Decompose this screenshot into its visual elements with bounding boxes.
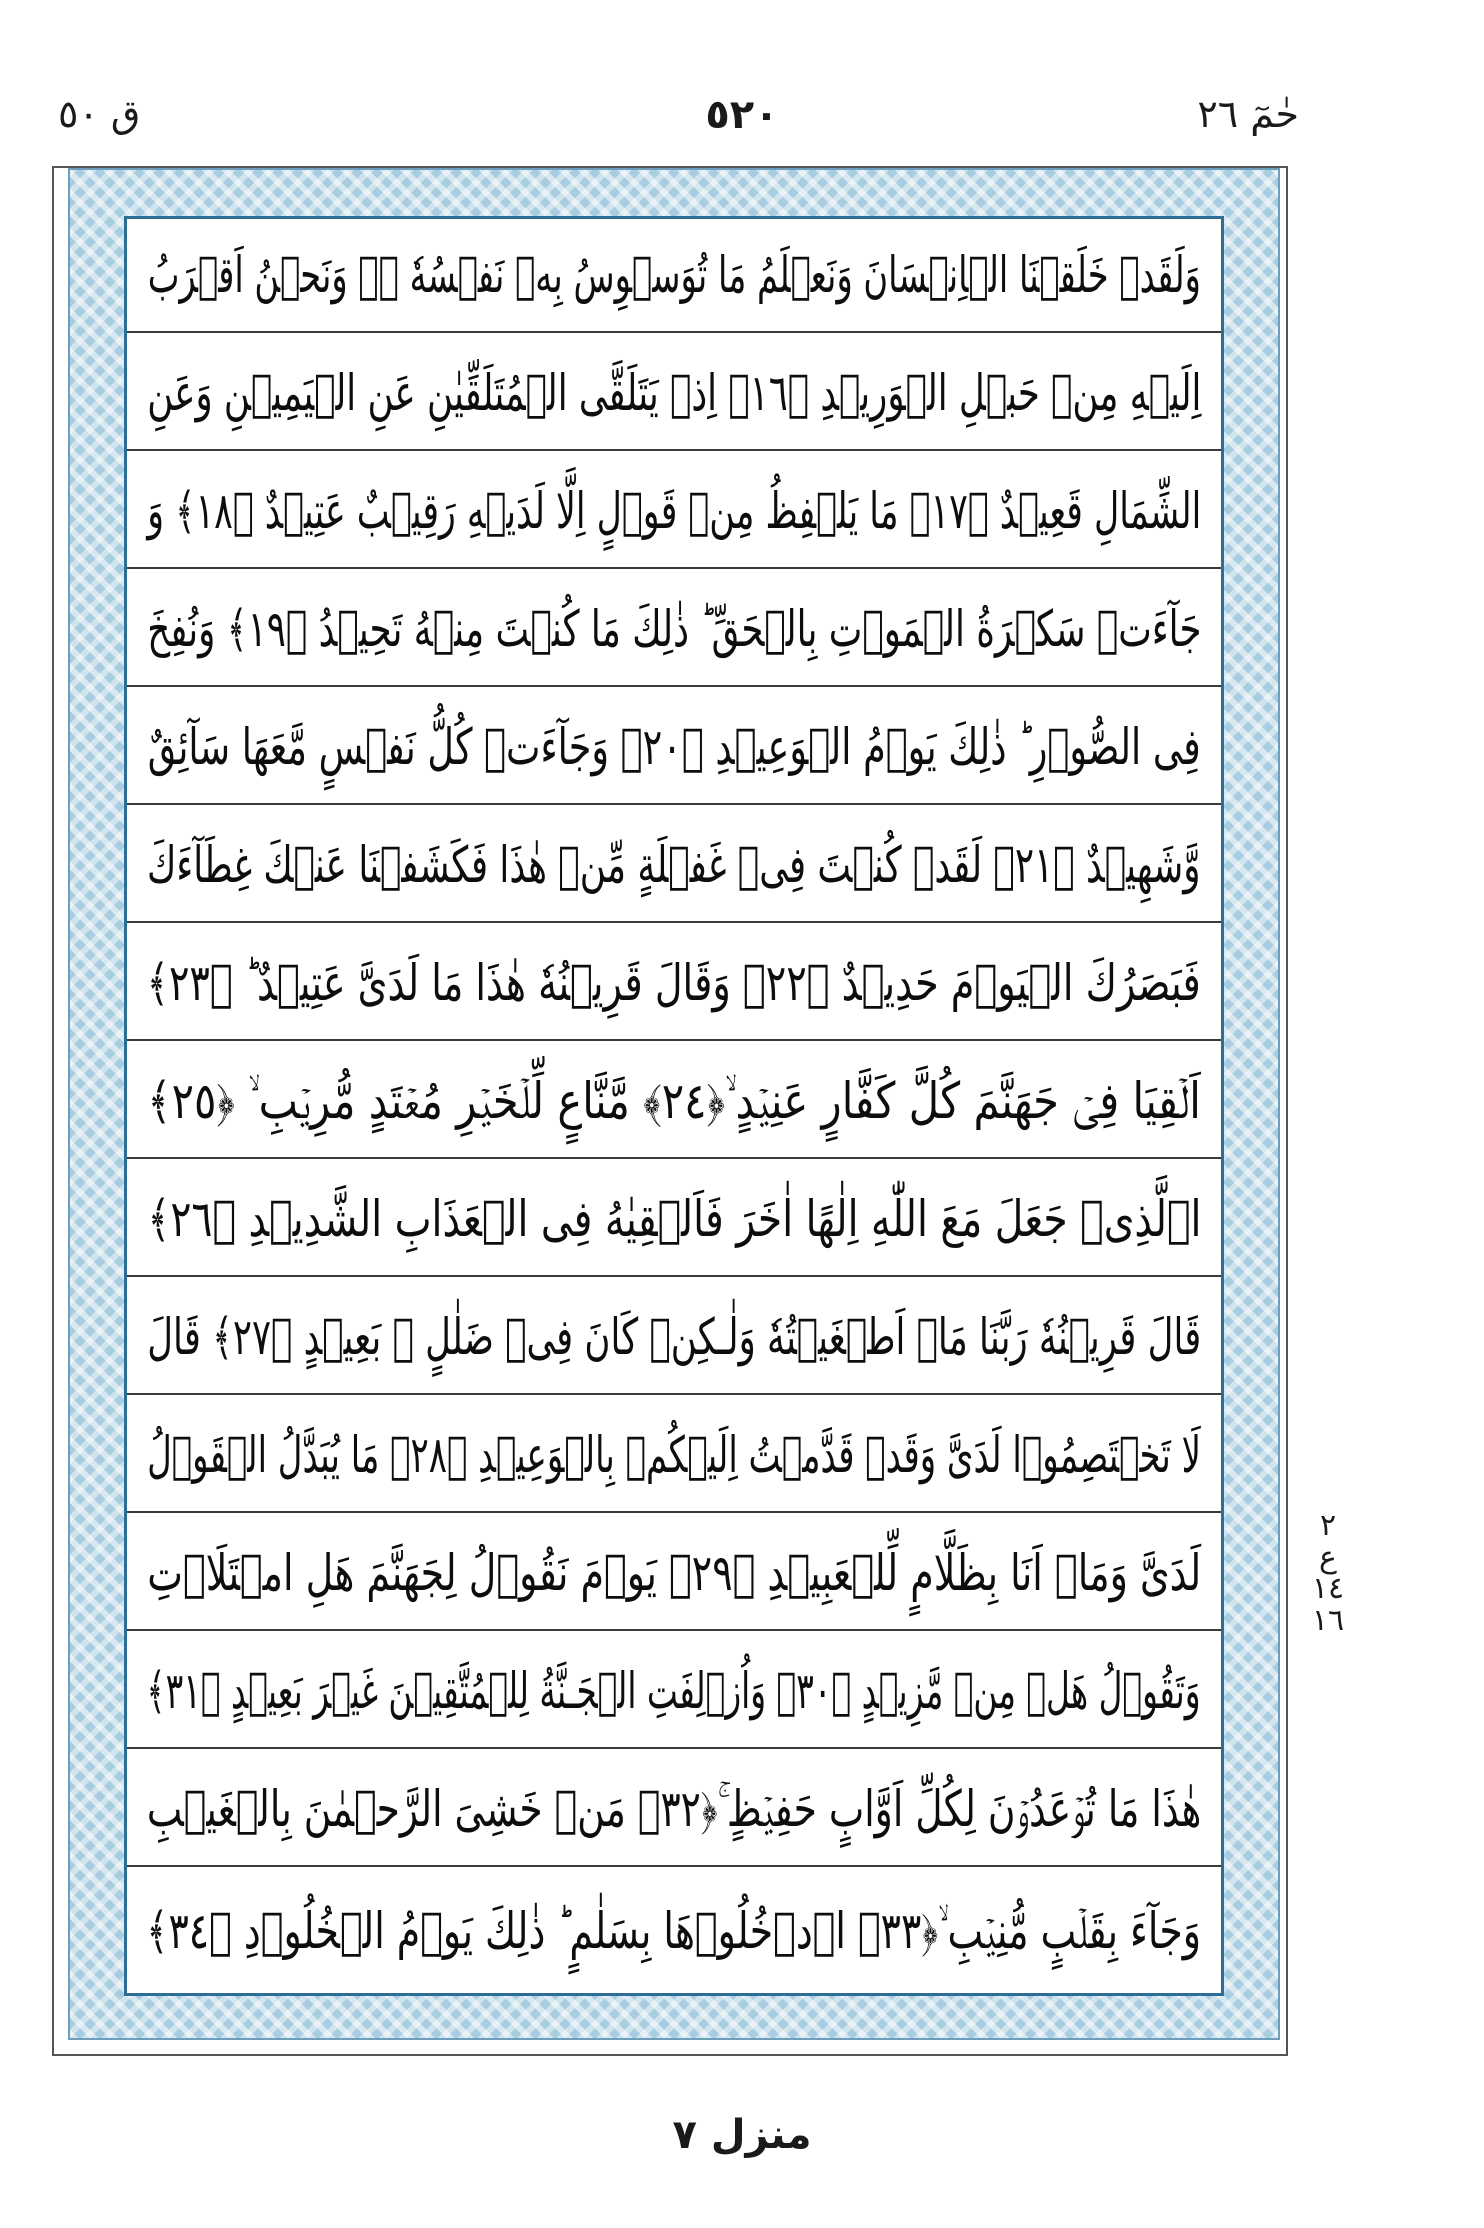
verse-line-text: فِى الصُّوۡرِ ؕ ذٰلِكَ يَوۡمُ الۡوَعِيۡدِ ﴿٢٠﴾ وَجَآءَتۡ كُلُّ نَفۡسٍ مَّعَهَا سَآئِقٌ — [147, 718, 1201, 776]
verse-line — [127, 455, 1221, 569]
surah-header-label: ق ٥٠ — [58, 92, 141, 136]
verse-line — [127, 1163, 1221, 1277]
verse-line — [127, 809, 1221, 923]
verse-line-text: جَآءَتۡ سَكۡرَةُ الۡمَوۡتِ بِالۡحَقِّ ؕ ذٰلِكَ مَا كُنۡتَ مِنۡهُ تَحِيۡدُ ﴿١٩﴾ وَنُفِخَ — [146, 600, 1202, 658]
juz-header-label: حٰمٓ ٢٦ — [1197, 92, 1299, 136]
ruku-marker-part: ع — [1319, 1539, 1337, 1575]
verse-line — [127, 927, 1221, 1041]
manzil-footer: منزل ٧ — [672, 2112, 812, 2158]
ruku-marker-part: ١٤ — [1311, 1571, 1345, 1606]
verse-text-area — [124, 216, 1224, 1996]
verse-line — [127, 1871, 1221, 1991]
page-number: ٥٢٠ — [705, 92, 779, 138]
verse-line-text: اِلَيۡهِ مِنۡ حَبۡلِ الۡوَرِيۡدِ ﴿١٦﴾ اِذۡ يَتَلَقَّى الۡمُتَلَقِّيٰنِ عَنِ الۡيَمِيۡنِ وَعَنِ — [146, 364, 1202, 422]
verse-line-text: اۨلَّذِىۡ جَعَلَ مَعَ اللّٰهِ اِلٰهًا اٰخَرَ فَاَلۡقِيٰهُ فِى الۡعَذَابِ الشَّدِيۡدِ ﴿٢٦﴾ — [146, 1190, 1202, 1248]
verse-line — [127, 691, 1221, 805]
verse-line-text: هٰذَا مَا تُوۡعَدُوۡنَ لِكُلِّ اَوَّابٍ حَفِيۡظٍ ۚ﴿٣٢﴾ مَنۡ خَشِىَ الرَّحۡمٰنَ بِالۡغَيۡبِ — [146, 1780, 1202, 1838]
verse-line — [127, 1281, 1221, 1395]
ruku-marker-part: ١٦ — [1311, 1602, 1345, 1638]
verse-line — [127, 219, 1221, 333]
verse-line — [127, 337, 1221, 451]
verse-line-text: وَّشَهِيۡدٌ ﴿٢١﴾ لَقَدۡ كُنۡتَ فِىۡ غَفۡلَةٍ مِّنۡ هٰذَا فَكَشَفۡنَا عَنۡكَ غِطَآءَكَ — [147, 836, 1201, 894]
verse-line — [127, 1399, 1221, 1513]
verse-line-text: لَدَىَّ وَمَاۤ اَنَا بِظَلَّامٍ لِّلۡعَبِيۡدِ ﴿٢٩﴾ يَوۡمَ نَقُوۡلُ لِجَهَنَّمَ هَلِ امۡتَلَاۡتِ — [147, 1544, 1201, 1602]
ruku-marker — [1298, 1510, 1358, 1636]
ruku-marker-part: ٢ — [1319, 1508, 1337, 1543]
verse-line-text: وَلَقَدۡ خَلَقۡنَا الۡاِنۡسَانَ وَنَعۡلَمُ مَا تُوَسۡوِسُ بِهٖ نَفۡسُهٗ ۖۚ وَنَحۡنُ اَقۡرَبُ — [147, 246, 1201, 304]
verse-line — [127, 1517, 1221, 1631]
verse-line — [127, 1753, 1221, 1867]
verse-line — [127, 573, 1221, 687]
verse-line-text: الشِّمَالِ قَعِيۡدٌ ﴿١٧﴾ مَا يَلۡفِظُ مِنۡ قَوۡلٍ اِلَّا لَدَيۡهِ رَقِيۡبٌ عَتِيۡدٌ ﴿١٨﴾ وَ — [146, 482, 1202, 540]
verse-line-text: وَجَآءَ بِقَلۡبٍ مُّنِيۡبِ ۙ﴿٣٣﴾ اۨدۡخُلُوۡهَا بِسَلٰمٍ ؕ ذٰلِكَ يَوۡمُ الۡخُلُوۡدِ ﴿٣٤﴾ — [146, 1902, 1202, 1960]
verse-line — [127, 1045, 1221, 1159]
verse-line-text: اَلۡقِيَا فِىۡ جَهَنَّمَ كُلَّ كَفَّارٍ عَنِيۡدٍ ۙ﴿٢٤﴾ مَّنَّاعٍ لِّلۡخَيۡرِ مُعۡتَدٍ مُّرِيۡبِ ۙ ﴿٢٥﴾ — [147, 1072, 1201, 1130]
verse-line-text: وَتَقُوۡلُ هَلۡ مِنۡ مَّزِيۡدٍ ﴿٣٠﴾ وَاُزۡلِفَتِ الۡجَـنَّةُ لِلۡمُتَّقِيۡنَ غَيۡرَ بَعِيۡدٍ ﴿٣١﴾ — [146, 1662, 1202, 1720]
verse-line-text: قَالَ قَرِيۡنُهٗ رَبَّنَا مَاۤ اَطۡغَيۡتُهٗ وَلٰـكِنۡ كَانَ فِىۡ ضَلٰلٍ ۢ بَعِيۡدٍ ﴿٢٧﴾ قَالَ — [147, 1308, 1201, 1366]
verse-line-text: لَا تَخۡتَصِمُوۡا لَدَىَّ وَقَدۡ قَدَّمۡتُ اِلَيۡكُمۡ بِالۡوَعِيۡدِ ﴿٢٨﴾ مَا يُبَدَّلُ الۡقَوۡلُ — [147, 1426, 1201, 1484]
verse-line-text: فَبَصَرُكَ الۡيَوۡمَ حَدِيۡدٌ ﴿٢٢﴾ وَقَالَ قَرِيۡنُهٗ هٰذَا مَا لَدَىَّ عَتِيۡدٌ ؕ ﴿٢٣﴾ — [146, 954, 1202, 1012]
verse-line — [127, 1635, 1221, 1749]
